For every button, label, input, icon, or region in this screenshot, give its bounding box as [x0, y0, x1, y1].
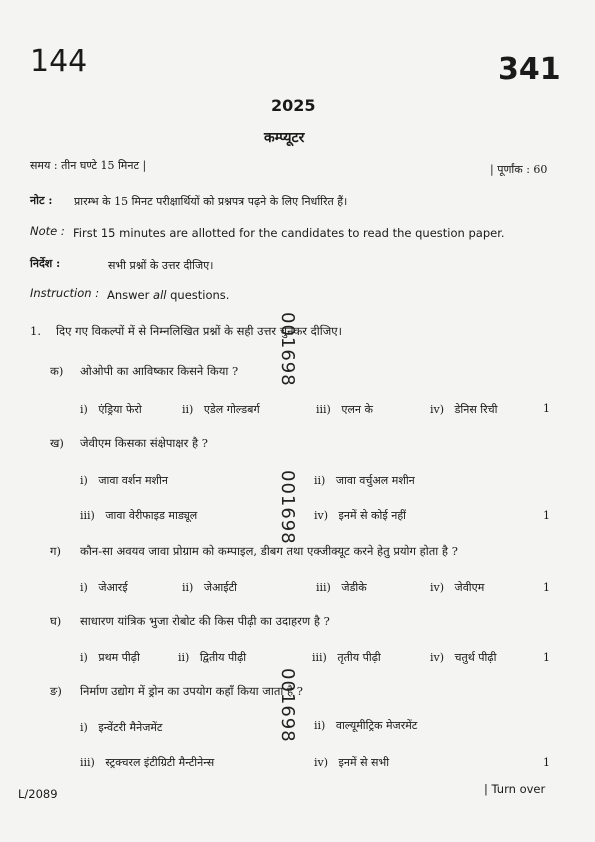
serial-stamp: 001698	[277, 312, 298, 387]
part-label: क)	[50, 364, 64, 378]
option: ii) जेआईटी	[182, 581, 238, 594]
serial-stamp: 001698	[277, 668, 298, 743]
option: iii) जेडीके	[316, 581, 367, 594]
marks: 1	[543, 756, 550, 769]
part-label: ङ)	[50, 684, 62, 698]
option: iii) एलन के	[316, 403, 373, 416]
paper-code-left: 144	[30, 44, 88, 79]
option: ii) वाल्यूमीट्रिक मेजरमेंट	[314, 719, 418, 732]
option: ii) जावा वर्चुअल मशीन	[314, 474, 415, 487]
footer-code: L/2089	[18, 787, 58, 801]
part-question: निर्माण उद्योग में ड्रोन का उपयोग कहाँ किया जाता है ?	[80, 684, 303, 698]
option: i) जेआरई	[80, 581, 128, 594]
question-number: 1.	[30, 324, 41, 338]
question-text: दिए गए विकल्पों में से निम्नलिखित प्रश्नों के सही उत्तर चुनकर दीजिए।	[56, 324, 342, 338]
instruction-text-english: Answer all questions.	[107, 288, 230, 302]
marks: 1	[543, 402, 550, 415]
marks: 1	[543, 581, 550, 594]
full-marks: | पूर्णांक : 60	[490, 163, 548, 176]
option: i) प्रथम पीढ़ी	[80, 651, 140, 664]
note-text-hindi: प्रारम्भ के 15 मिनट परीक्षार्थियों को प्रश्नपत्र पढ़ने के लिए निर्धारित हैं।	[74, 195, 348, 208]
option: iii) जावा वेरीफाइड माड्यूल	[80, 509, 198, 522]
instruction-label-english: Instruction :	[30, 286, 100, 300]
option: iii) तृतीय पीढ़ी	[312, 651, 381, 664]
option: ii) द्वितीय पीढ़ी	[178, 651, 247, 664]
note-label-english: Note :	[30, 224, 65, 238]
part-label: ग)	[50, 544, 61, 558]
part-label: घ)	[50, 614, 62, 628]
exam-year: 2025	[271, 96, 316, 115]
option: i) इन्वेंटरी मैनेजमेंट	[80, 721, 163, 734]
paper-code-right: 341	[498, 52, 561, 87]
option: iv) चतुर्थ पीढ़ी	[430, 651, 497, 664]
time-allowed: समय : तीन घण्टे 15 मिनट |	[30, 159, 147, 172]
part-question: साधारण यांत्रिक भुजा रोबोट की किस पीढ़ी का उदाहरण है ?	[80, 614, 330, 628]
note-text-english: First 15 minutes are allotted for the candidates to read the question paper.	[73, 226, 505, 240]
option: iii) स्ट्रक्चरल इंटीग्रिटी मैन्टीनेन्स	[80, 756, 215, 769]
serial-stamp: 001698	[277, 470, 298, 545]
option: iv) जेवीएम	[430, 581, 485, 594]
option: i) एंड्रिया फेरो	[80, 403, 142, 416]
marks: 1	[543, 509, 550, 522]
subject-title: कम्प्यूटर	[264, 130, 305, 146]
part-question: जेवीएम किसका संक्षेपाक्षर है ?	[80, 436, 208, 450]
option: iv) इनमें से कोई नहीं	[314, 509, 407, 522]
instruction-label-hindi: निर्देश :	[30, 257, 61, 270]
marks: 1	[543, 651, 550, 664]
option: iv) डेनिस रिची	[430, 403, 498, 416]
option: i) जावा वर्शन मशीन	[80, 474, 168, 487]
turn-over: | Turn over	[484, 782, 546, 796]
part-question: कौन-सा अवयव जावा प्रोग्राम को कम्पाइल, डीबग तथा एक्जीक्यूट करने हेतु प्रयोग होता है ?	[80, 544, 458, 558]
option: iv) इनमें से सभी	[314, 756, 390, 769]
note-label-hindi: नोट :	[30, 194, 53, 207]
option: ii) एडेल गोल्डबर्ग	[182, 403, 260, 416]
instruction-text-hindi: सभी प्रश्नों के उत्तर दीजिए।	[108, 259, 214, 272]
part-label: ख)	[50, 436, 64, 450]
part-question: ओओपी का आविष्कार किसने किया ?	[80, 364, 239, 378]
